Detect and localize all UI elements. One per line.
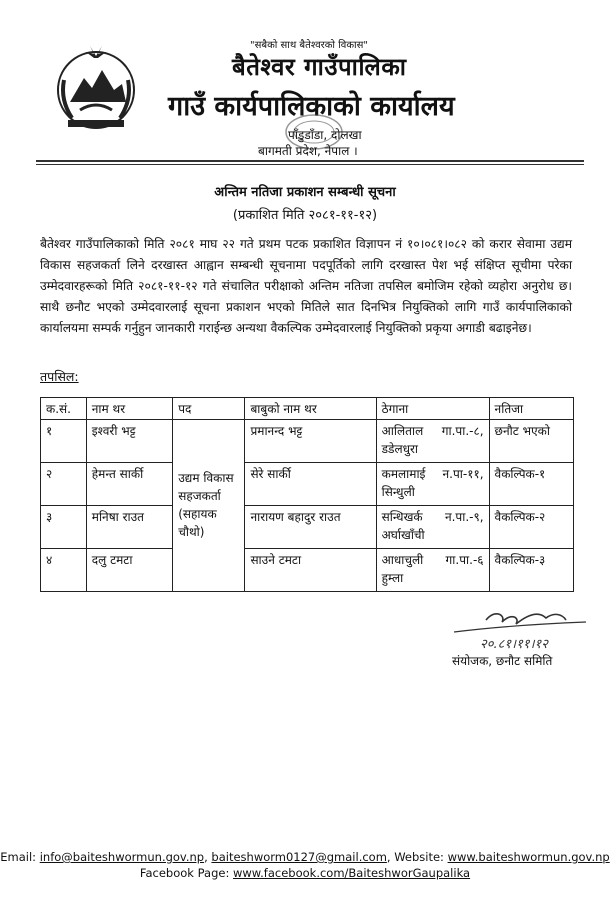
- header-divider: [36, 160, 584, 162]
- header-divider-thin: [36, 164, 584, 165]
- addr-district: अर्घाखाँची: [381, 528, 425, 542]
- table-header-row: [41, 398, 574, 420]
- post-line: उद्यम विकास: [178, 470, 234, 485]
- header-address: ठेगाना: [376, 398, 489, 420]
- website-label: , Website:: [386, 850, 444, 864]
- cell-name: मनिषा राउत: [86, 506, 172, 549]
- post-line: चौथो): [178, 524, 205, 539]
- table-row: [41, 463, 574, 506]
- cell-name: इश्वरी भट्ट: [86, 420, 172, 463]
- post-line: सहजकर्ता: [178, 488, 221, 503]
- cell-father: साउने टमटा: [245, 549, 376, 592]
- addr-place: आधाचुली: [381, 553, 424, 567]
- cell-sn: ३: [41, 506, 87, 549]
- cell-post: [173, 420, 245, 592]
- nepal-emblem-icon: [50, 40, 142, 132]
- addr-ward: गा.पा.-८,: [441, 424, 484, 438]
- cell-father: सेरे सार्की: [245, 463, 376, 506]
- email-separator: ,: [204, 850, 208, 864]
- cell-result: छनौट भएको: [489, 420, 573, 463]
- addr-place: सन्धिखर्क: [381, 510, 423, 524]
- footer-contact: [0, 850, 610, 864]
- addr-place: आलिताल: [381, 424, 424, 438]
- cell-sn: २: [41, 463, 87, 506]
- website-link[interactable]: www.baiteshwormun.gov.np: [447, 850, 610, 864]
- table-row: [41, 549, 574, 592]
- handwritten-signature: [446, 598, 596, 658]
- header-post: पद: [173, 398, 245, 420]
- office-name: गाउँ कार्यपालिकाको कार्यालय: [168, 91, 455, 122]
- org-name: बैतेश्वर गाउँपालिका: [232, 53, 407, 81]
- header-result: नतिजा: [489, 398, 573, 420]
- cell-address: [376, 549, 489, 592]
- header-father: बाबुको नाम थर: [245, 398, 376, 420]
- signature-date: २०.८१।११।१२: [480, 637, 549, 652]
- cell-address: [376, 506, 489, 549]
- cell-father: प्रमानन्द भट्ट: [245, 420, 376, 463]
- details-label: तपसिल:: [40, 369, 79, 384]
- published-date: (प्रकाशित मिति २०८१-११-१२): [232, 208, 378, 223]
- signer-title: संयोजक, छनौट समिति: [452, 654, 553, 668]
- cell-sn: १: [41, 420, 87, 463]
- address-line-1: पाँडुडाँडा, दोलखा: [288, 128, 362, 142]
- addr-ward: गा.पा.-६: [445, 553, 484, 567]
- email-label: Email:: [0, 850, 37, 864]
- addr-district: डडेलधुरा: [381, 442, 419, 456]
- cell-address: [376, 420, 489, 463]
- addr-place: कमलामाई: [381, 467, 426, 481]
- cell-result: वैकल्पिक-२: [489, 506, 573, 549]
- addr-district: सिन्धुली: [381, 485, 415, 499]
- notice-title: अन्तिम नतिजा प्रकाशन सम्बन्धी सूचना: [214, 185, 396, 200]
- cell-name: हेमन्त सार्की: [86, 463, 172, 506]
- email-secondary-link[interactable]: baiteshworm0127@gmail.com: [211, 850, 387, 864]
- facebook-link[interactable]: www.facebook.com/BaiteshworGaupalika: [232, 866, 471, 880]
- addr-district: हुम्ला: [381, 571, 404, 585]
- post-line: (सहायक: [178, 506, 217, 521]
- table-row: [41, 420, 574, 463]
- cell-address: [376, 463, 489, 506]
- results-table: [40, 397, 574, 592]
- cell-result: वैकल्पिक-१: [489, 463, 573, 506]
- header-name: नाम थर: [86, 398, 172, 420]
- address-line-2: बागमती प्रदेश, नेपाल ।: [258, 144, 358, 158]
- cell-name: दलु टमटा: [86, 549, 172, 592]
- cell-father: नारायण बहादुर राउत: [245, 506, 376, 549]
- slogan: "सबैको साथ बैतेश्वरको विकास": [250, 40, 368, 51]
- addr-ward: न.पा-११,: [442, 467, 484, 481]
- cell-result: वैकल्पिक-३: [489, 549, 573, 592]
- addr-ward: न.पा.-९,: [444, 510, 484, 524]
- footer-social: [0, 866, 610, 880]
- email-primary-link[interactable]: info@baiteshwormun.gov.np: [39, 850, 205, 864]
- notice-body: बैतेश्वर गाउँपालिकाको मिति २०८१ माघ २२ गते प्रथम पटक प्रकाशित विज्ञापन नं १०।०८१।०८२ को करार सेवामा उद्यम विकास सहजकर्ता लिने दरखास्त आह्वान सम्बन्धी सूचनामा पदपूर्तिको लागि दरखास्त पेश भई संक्षिप्त सूचीमा परेका उम्मेदवारहरूको मिति २०८१-११-१२ गते संचालित परीक्षाको अन्तिम नतिजा तपसिल बमोजिम रहेको व्यहोरा अनुरोध छ। साथै छनौट भएको उम्मेदवारलाई सूचना प्रकाशन भएको मितिले सात दिनभित्र नियुक्तिको लागि गाउँ कार्यपालिकाको कार्यालयमा सम्पर्क गर्नुहुन जानकारी गराईन्छ अन्यथा वैकल्पिक उम्मेदवारलाई नियुक्तिको प्रकृया अगाडी बढाइनेछ।: [40, 237, 572, 335]
- table-row: [41, 506, 574, 549]
- header-sn: क.सं.: [41, 398, 87, 420]
- facebook-label: Facebook Page:: [139, 866, 230, 880]
- cell-sn: ४: [41, 549, 87, 592]
